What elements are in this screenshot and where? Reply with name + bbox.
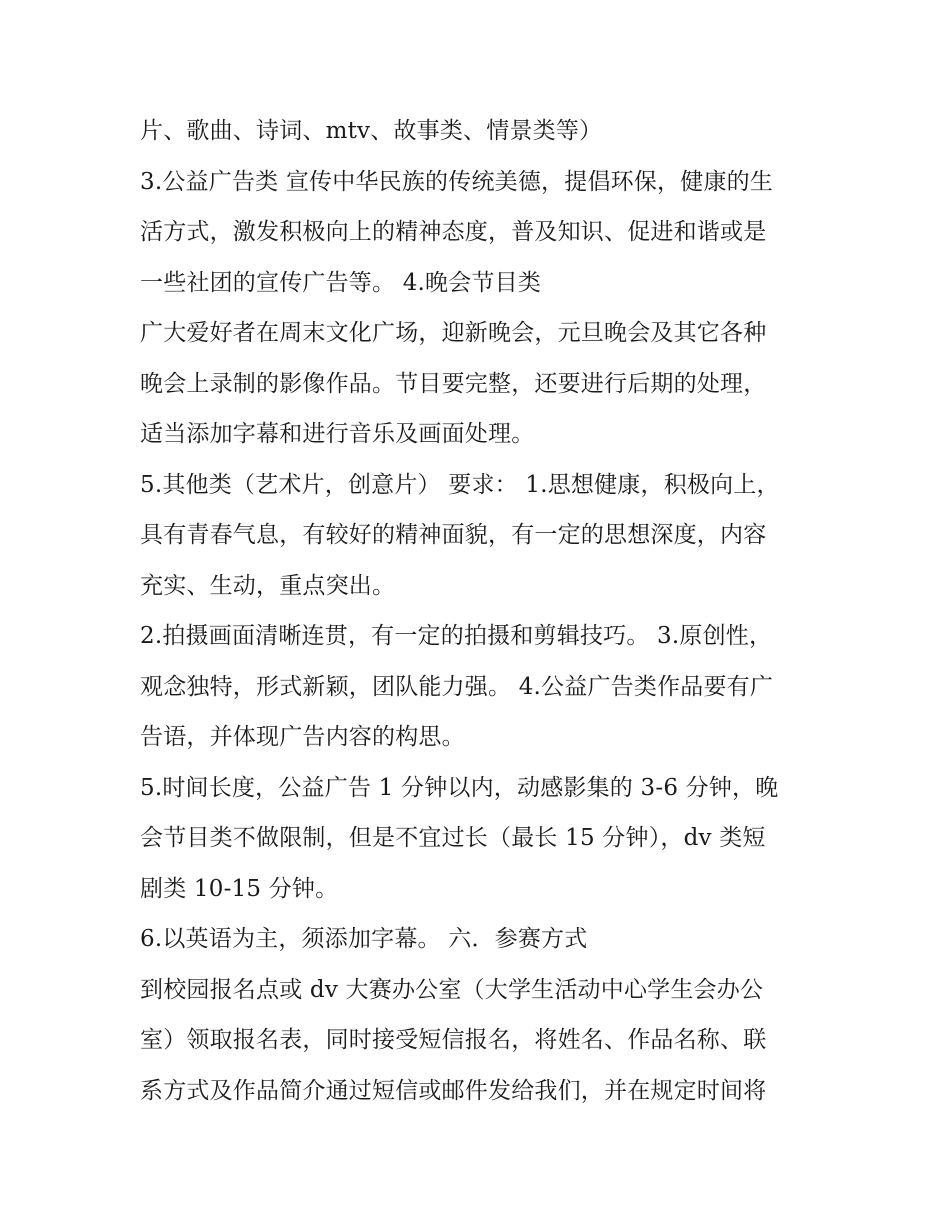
- text-line: 5.时间长度，公益广告 1 分钟以内，动感影集的 3-6 分钟，晚: [140, 774, 779, 801]
- text-line: 3.公益广告类 宣传中华民族的传统美德，提倡环保，健康的生: [140, 168, 774, 195]
- text-line: 剧类 10-15 分钟。: [140, 875, 339, 902]
- text-line: 适当添加字幕和进行音乐及画面处理。: [140, 421, 535, 447]
- text-line: 广大爱好者在周末文化广场，迎新晚会，元旦晚会及其它各种: [140, 320, 767, 346]
- text-line: 6.以英语为主，须添加字幕。 六．参赛方式: [140, 926, 588, 952]
- text-line: 观念独特，形式新颖，团队能力强。 4.公益广告类作品要有广: [140, 673, 774, 700]
- text-line: 系方式及作品简介通过短信或邮件发给我们，并在规定时间将: [140, 1077, 767, 1104]
- text-line: 晚会上录制的影像作品。节目要完整，还要进行后期的处理，: [140, 370, 767, 397]
- text-line: 室）领取报名表，同时接受短信报名，将姓名、作品名称、联: [140, 1027, 767, 1053]
- text-line: 具有青春气息，有较好的精神面貌，有一定的思想深度，内容: [140, 522, 767, 548]
- text-line: 告语，并体现广告内容的构思。: [140, 724, 465, 750]
- text-line: 会节目类不做限制，但是不宜过长（最长 15 分钟），dv 类短: [140, 825, 766, 851]
- text-line: 2.拍摄画面清晰连贯，有一定的拍摄和剪辑技巧。 3.原创性，: [140, 623, 773, 649]
- document-body: [140, 106, 830, 1116]
- text-line: 5.其他类（艺术片，创意片） 要求： 1.思想健康，积极向上，: [140, 471, 780, 498]
- text-line: 一些社团的宣传广告等。 4.晚会节目类: [140, 269, 542, 296]
- text-line: 片、歌曲、诗词、mtv、故事类、情景类等）: [140, 118, 603, 144]
- text-line: 活方式，激发积极向上的精神态度，普及知识、促进和谐或是: [140, 219, 767, 245]
- text-line: 充实、生动，重点突出。: [140, 572, 396, 599]
- text-line: 到校园报名点或 dv 大赛办公室（大学生活动中心学生会办公: [140, 976, 764, 1003]
